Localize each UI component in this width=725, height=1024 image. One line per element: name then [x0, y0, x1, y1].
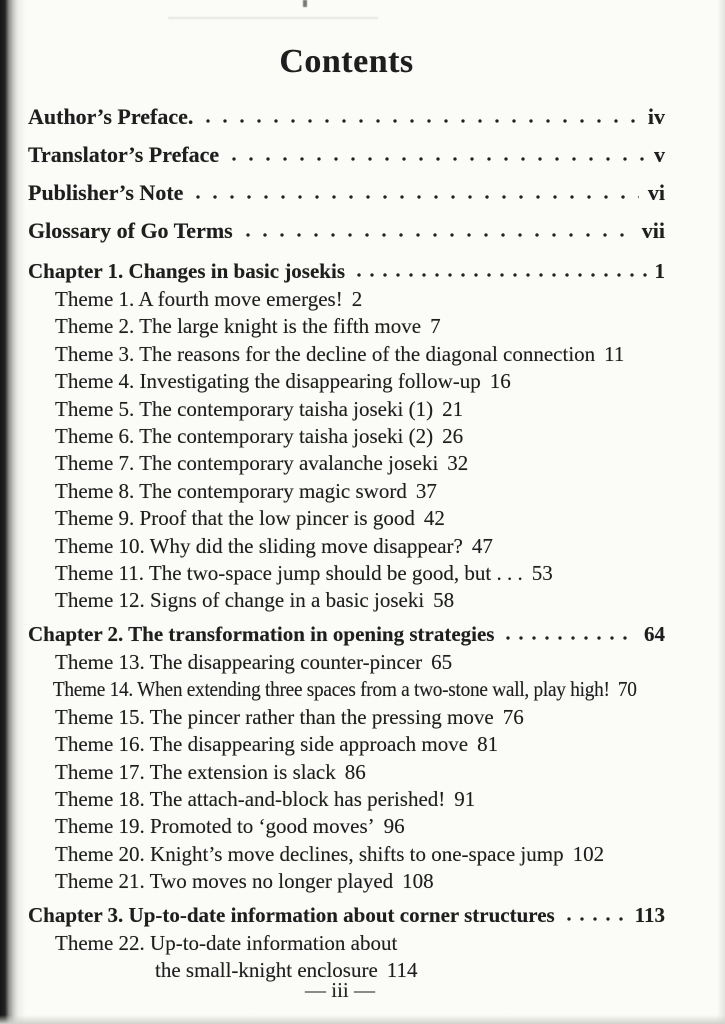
theme-title-continued: the small-knight enclosure — [155, 957, 378, 982]
theme-title: Theme 10. Why did the sliding move disappear? — [55, 533, 463, 558]
theme-page-number: 91 — [454, 786, 476, 811]
theme-title: Theme 20. Knight’s move declines, shifts to one-space jump — [55, 841, 564, 866]
theme-title: Theme 19. Promoted to ‘good moves’ — [55, 814, 375, 839]
toc-theme-14 — [28, 676, 637, 703]
theme-page-number: 81 — [477, 732, 499, 757]
entry-page-number: v — [654, 142, 665, 167]
toc-theme-19 — [28, 813, 665, 840]
toc-theme-16 — [28, 731, 665, 758]
toc-theme-4 — [28, 368, 665, 395]
entry-page-number: vii — [641, 218, 665, 243]
theme-page-number: 58 — [433, 588, 455, 613]
chapter-title: Chapter 2. The transformation in opening strategies — [28, 621, 495, 646]
theme-title: Theme 4. Investigating the disappearing follow-up — [55, 369, 481, 394]
dot-leader — [506, 636, 636, 640]
entry-label: Author’s Preface. — [28, 104, 194, 129]
toc-theme-11 — [28, 560, 665, 587]
theme-page-number: 11 — [604, 341, 625, 366]
theme-page-number: 65 — [431, 649, 453, 674]
chapter-title: Chapter 1. Changes in basic josekis — [28, 259, 345, 283]
theme-page-number: 21 — [442, 396, 464, 421]
theme-page-number: 2 — [351, 287, 363, 311]
chapter-page-number: 64 — [644, 621, 665, 646]
theme-title: Theme 6. The contemporary taisha joseki (2) — [55, 424, 434, 449]
chapter-title: Chapter 3. Up-to-date information about corner structures — [28, 902, 555, 927]
toc-theme-2 — [28, 313, 665, 340]
toc-theme-17 — [28, 759, 665, 786]
toc-theme-12 — [28, 587, 665, 614]
theme-title: Theme 5. The contemporary taisha joseki (1) — [55, 396, 434, 421]
theme-title: Theme 11. The two-space jump should be good, but . . . — [55, 561, 523, 586]
dot-leader — [357, 273, 647, 277]
theme-title: Theme 7. The contemporary avalanche joseki — [55, 451, 439, 476]
toc-entry-publishers-note — [28, 174, 665, 212]
theme-page-number: 70 — [617, 677, 637, 702]
theme-title: Theme 13. The disappearing counter-pincer — [55, 649, 423, 674]
entry-page-number: iv — [647, 104, 665, 129]
toc-theme-1 — [28, 286, 665, 313]
theme-page-number: 108 — [402, 869, 434, 894]
theme-page-number: 76 — [502, 704, 524, 729]
chapter-1-section — [28, 256, 665, 615]
dot-leader — [567, 917, 627, 921]
toc-entry-glossary — [28, 212, 665, 250]
theme-page-number: 86 — [344, 759, 366, 784]
chapter-3-section — [28, 900, 665, 985]
entry-label: Glossary of Go Terms — [28, 218, 233, 243]
theme-title: Theme 12. Signs of change in a basic joseki — [55, 588, 425, 613]
theme-title: Theme 3. The reasons for the decline of the diagonal connection — [55, 341, 596, 366]
theme-title: Theme 18. The attach-and-block has perished! — [55, 786, 446, 811]
theme-page-number: 37 — [415, 478, 437, 503]
theme-page-number: 32 — [447, 451, 469, 476]
toc-chapter-2 — [28, 619, 665, 649]
toc-theme-22-line-1 — [28, 930, 665, 957]
front-matter-list — [28, 98, 665, 250]
theme-title: Theme 22. Up-to-date information about — [55, 930, 398, 955]
toc-theme-6 — [28, 423, 665, 450]
scan-right-edge — [717, 0, 725, 1024]
toc-theme-9 — [28, 505, 665, 532]
toc-theme-10 — [28, 533, 665, 560]
theme-title: Theme 1. A fourth move emerges! — [55, 287, 343, 311]
chapter-page-number: 1 — [654, 259, 665, 283]
toc-theme-7 — [28, 450, 665, 477]
entry-label: Publisher’s Note — [28, 180, 184, 205]
toc-theme-21 — [28, 868, 665, 895]
theme-page-number: 26 — [442, 424, 464, 449]
theme-title: Theme 21. Two moves no longer played — [55, 869, 394, 894]
toc-chapter-1 — [28, 256, 665, 286]
chapter-page-number: 113 — [634, 902, 665, 927]
theme-page-number: 16 — [489, 369, 511, 394]
toc-theme-5 — [28, 396, 665, 423]
chapter-2-section — [28, 619, 665, 896]
dot-leader — [246, 233, 633, 237]
theme-title: Theme 16. The disappearing side approach move — [55, 732, 469, 757]
page-number-footer: — iii — — [304, 978, 375, 1002]
theme-title: Theme 14. When extending three spaces from a two-stone wall, play high! — [52, 677, 610, 702]
toc-entry-authors-preface — [28, 98, 665, 136]
toc-theme-18 — [28, 786, 665, 813]
theme-page-number: 47 — [471, 533, 493, 558]
toc-theme-8 — [28, 478, 665, 505]
theme-page-number: 102 — [572, 841, 605, 866]
toc-theme-20 — [28, 841, 665, 868]
entry-label: Translator’s Preface — [28, 142, 220, 167]
toc-theme-15 — [28, 704, 665, 731]
theme-title: Theme 8. The contemporary magic sword — [55, 478, 407, 503]
scan-spine-shadow — [0, 0, 26, 1024]
toc-theme-3 — [28, 341, 665, 368]
toc-entry-translators-preface — [28, 136, 665, 174]
toc-theme-13 — [28, 649, 665, 676]
theme-page-number: 96 — [383, 814, 405, 839]
theme-page-number: 42 — [423, 506, 445, 531]
theme-page-number: 7 — [430, 314, 441, 339]
theme-page-number: 114 — [386, 957, 418, 982]
page-title: Contents — [279, 43, 414, 80]
theme-title: Theme 2. The large knight is the fifth move — [55, 314, 422, 339]
dot-leader — [196, 195, 638, 199]
theme-title: Theme 15. The pincer rather than the pressing move — [55, 704, 494, 729]
toc-chapter-3 — [28, 900, 665, 930]
scan-bottom-edge — [0, 1015, 725, 1024]
theme-title: Theme 17. The extension is slack — [55, 759, 336, 784]
dot-leader — [232, 157, 645, 161]
theme-page-number: 53 — [531, 561, 553, 586]
theme-title: Theme 9. Proof that the low pincer is good — [55, 506, 415, 531]
dot-leader — [206, 119, 639, 123]
toc-content — [28, 0, 665, 984]
entry-page-number: vi — [647, 180, 665, 205]
